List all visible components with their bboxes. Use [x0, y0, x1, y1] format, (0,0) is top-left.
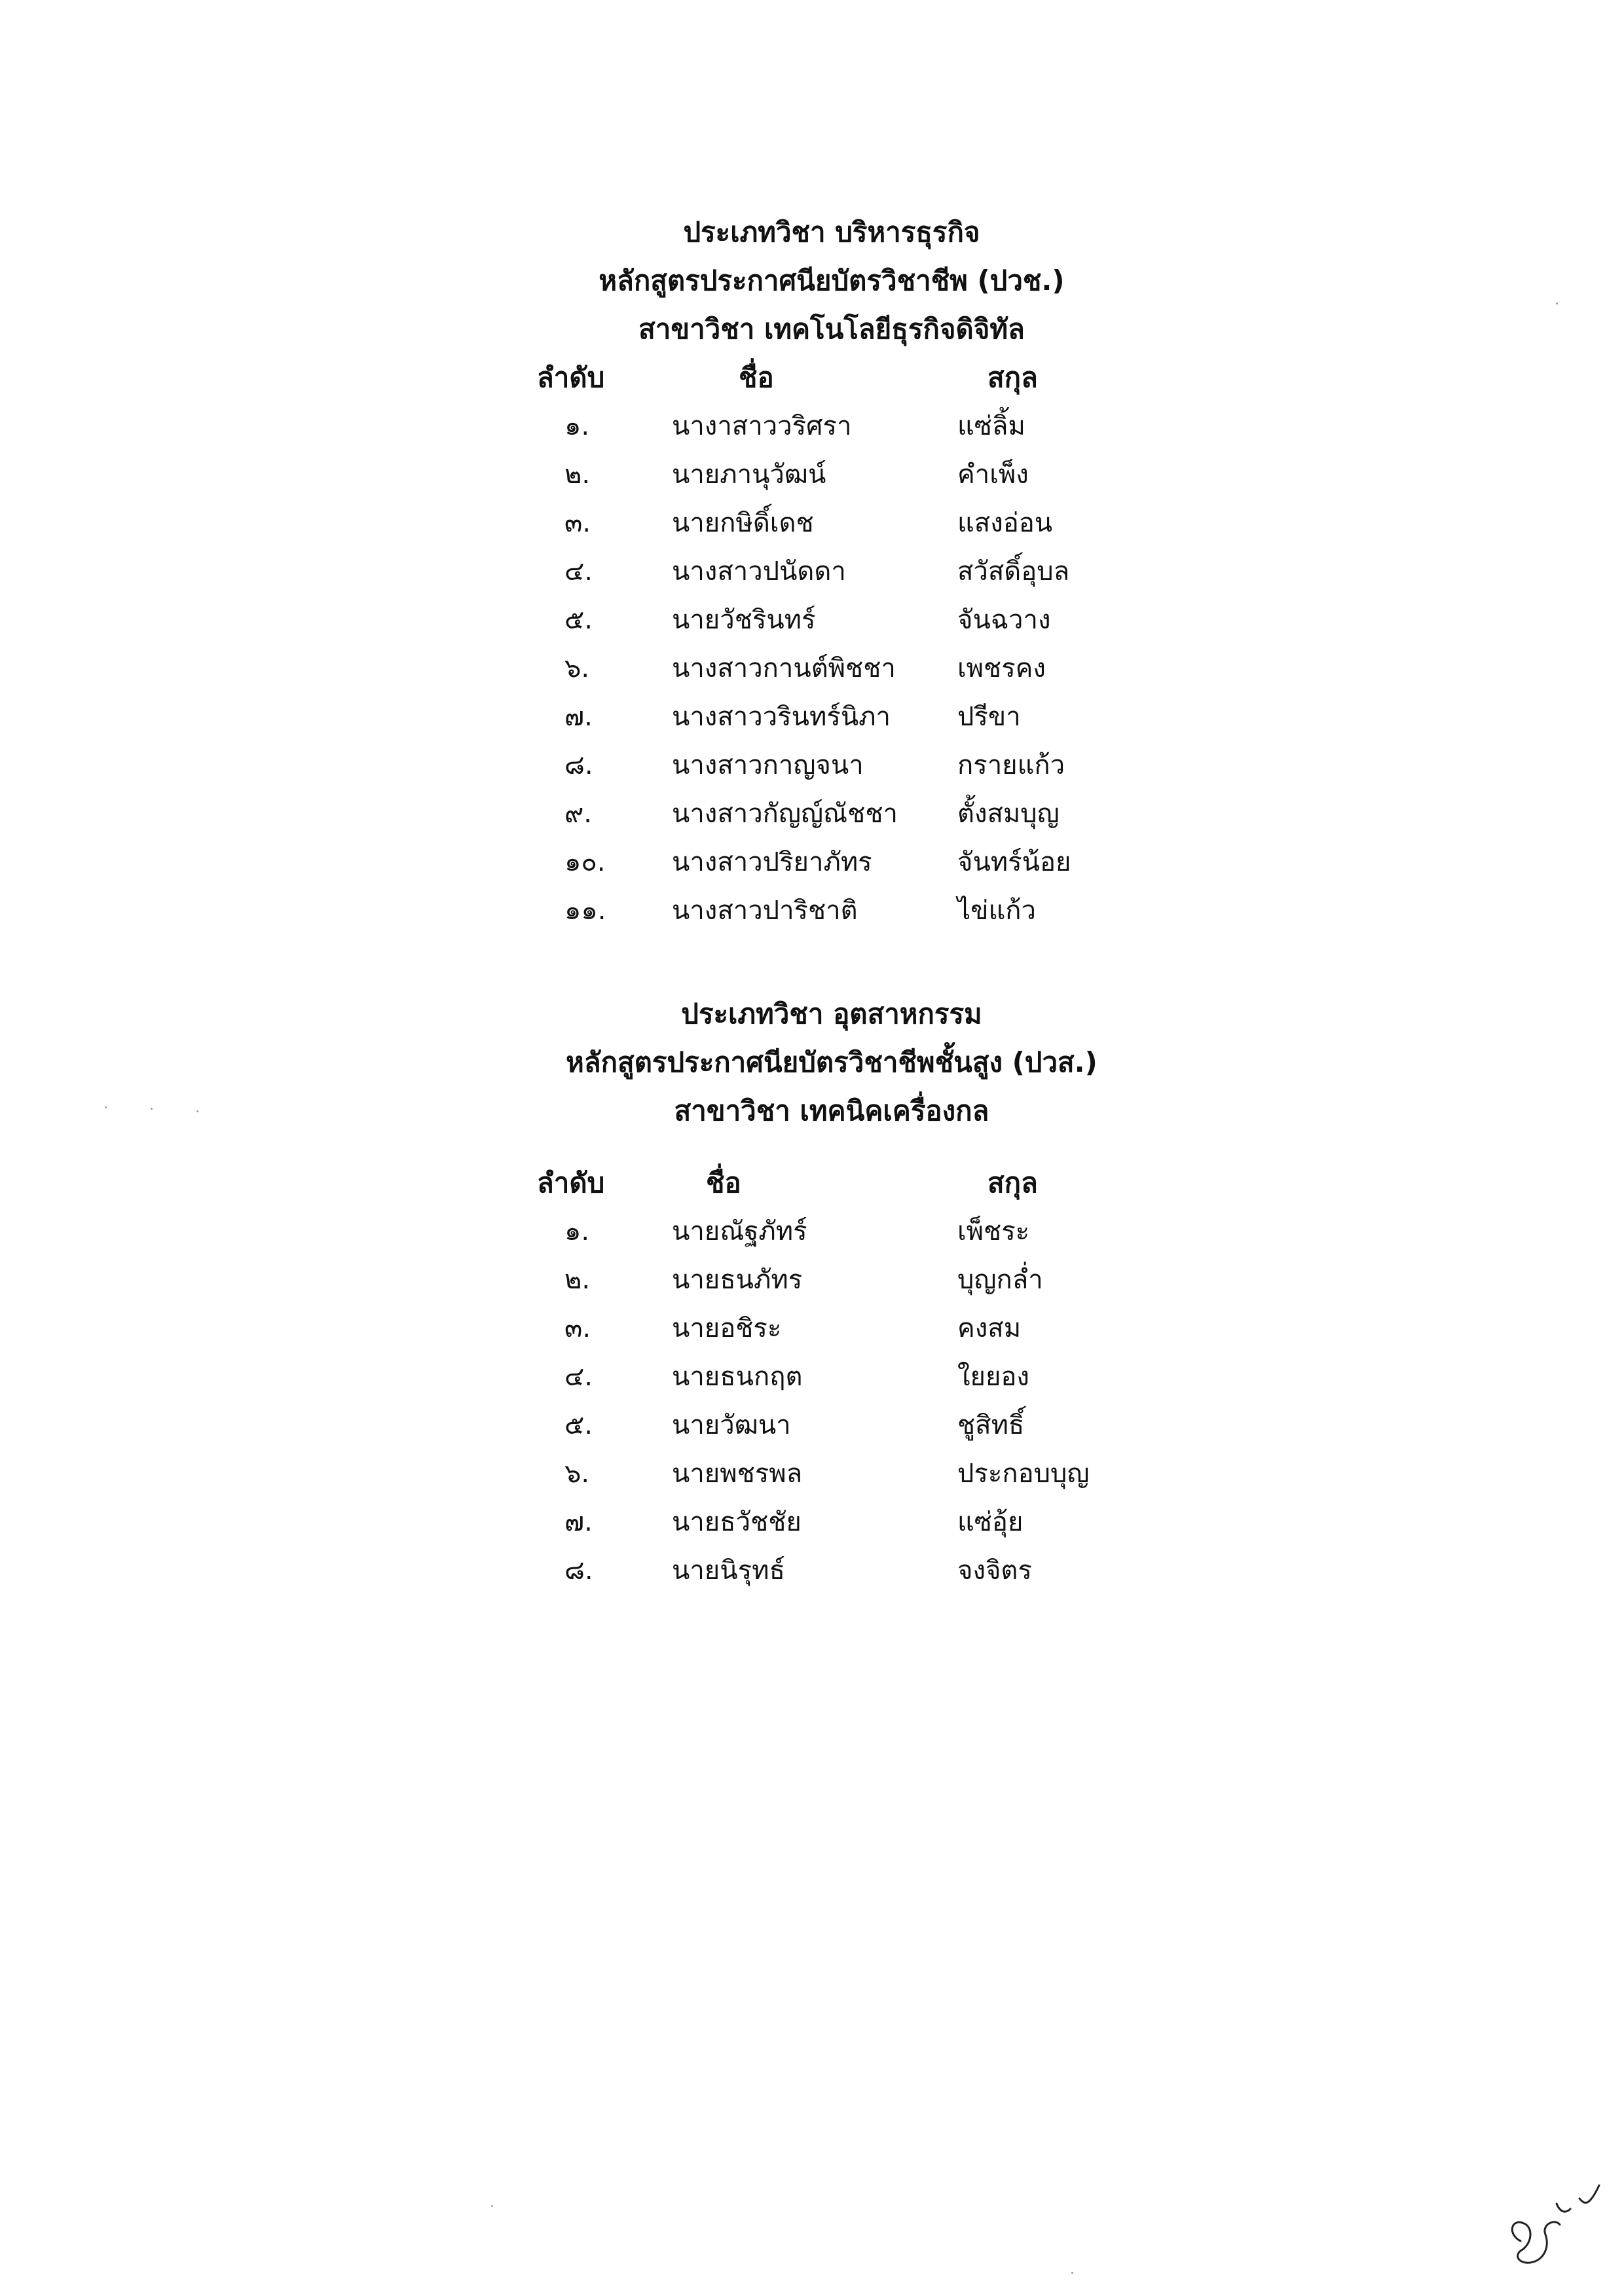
name-list: [0, 1207, 1624, 1595]
row-number: ๖.: [564, 1459, 590, 1489]
scan-speck: [1071, 2272, 1073, 2274]
list-row: [0, 547, 1624, 596]
row-surname: แซ่ลิ้ม: [957, 411, 1025, 441]
table-header: [0, 1159, 1624, 1207]
section-heading-curriculum: หลักสูตรประกาศนียบัตรวิชาชีพ (ปวช.): [599, 264, 1065, 297]
row-surname: ปรีขา: [957, 702, 1021, 732]
row-surname: ประกอบบุญ: [957, 1459, 1090, 1489]
list-row: [0, 741, 1624, 790]
row-number: ๘.: [564, 750, 593, 780]
row-name: นางสาววรินทร์นิภา: [672, 702, 891, 732]
row-surname: บุญกล่ำ: [957, 1265, 1043, 1295]
row-number: ๒.: [564, 460, 591, 490]
list-row: [0, 1256, 1624, 1304]
name-list: [0, 402, 1624, 935]
row-name: นางสาวกานต์พิชชา: [672, 653, 896, 683]
row-name: นายอชิระ: [672, 1313, 782, 1343]
list-row: [0, 1498, 1624, 1546]
row-surname: จงจิตร: [957, 1556, 1032, 1586]
row-number: ๓.: [564, 1313, 591, 1343]
handwritten-signature: [1494, 2172, 1612, 2270]
list-row: [0, 499, 1624, 547]
section-heading-type: ประเภทวิชา บริหารธุรกิจ: [683, 216, 980, 248]
row-surname: แซ่อุ้ย: [957, 1507, 1024, 1537]
row-name: นางสาวกาญจนา: [672, 750, 864, 780]
list-row: [0, 1207, 1624, 1256]
row-surname: คงสม: [957, 1313, 1022, 1343]
row-number: ๑๐.: [564, 847, 606, 877]
row-name: นางสาวปาริชาติ: [672, 896, 858, 926]
list-row: [0, 644, 1624, 693]
list-row: [0, 886, 1624, 935]
column-header-name: ชื่อ: [739, 361, 774, 393]
list-row: [0, 1353, 1624, 1401]
row-number: ๗.: [564, 1507, 593, 1537]
list-row: [0, 596, 1624, 644]
row-number: ๔.: [564, 556, 593, 587]
row-name: นายธวัชชัย: [672, 1507, 802, 1537]
row-surname: ชูสิทธิ์: [957, 1410, 1025, 1440]
table-header: [0, 354, 1624, 402]
row-name: นายพชรพล: [672, 1459, 803, 1489]
row-surname: จันทร์น้อย: [957, 847, 1071, 877]
section-industry: [0, 990, 1624, 1595]
column-header-no: ลำดับ: [537, 1167, 605, 1199]
row-number: ๔.: [564, 1362, 593, 1392]
row-surname: เพชรคง: [957, 653, 1046, 683]
list-row: [0, 1449, 1624, 1498]
list-row: [0, 402, 1624, 450]
row-number: ๓.: [564, 508, 591, 538]
row-surname: ไข่แก้ว: [957, 896, 1036, 926]
column-header-name: ชื่อ: [706, 1167, 741, 1199]
row-surname: เพ็ชระ: [957, 1216, 1030, 1247]
row-number: ๘.: [564, 1556, 593, 1586]
row-number: ๒.: [564, 1265, 591, 1295]
row-name: นายธนภัทร: [672, 1265, 803, 1295]
column-header-surname: สกุล: [987, 361, 1038, 393]
column-header-surname: สกุล: [987, 1167, 1038, 1199]
row-number: ๖.: [564, 653, 590, 683]
scan-speck: [491, 2205, 493, 2207]
column-header-no: ลำดับ: [537, 361, 605, 393]
row-surname: คำเพ็ง: [957, 460, 1029, 490]
row-name: นางสาวกัญญ์ณัชชา: [672, 799, 898, 829]
scan-speck: [196, 1110, 198, 1112]
list-row: [0, 1304, 1624, 1353]
row-name: นายภานุวัฒน์: [672, 460, 826, 490]
row-surname: ใยยอง: [957, 1362, 1029, 1392]
row-surname: กรายแก้ว: [957, 750, 1065, 780]
scan-speck: [1556, 302, 1558, 304]
row-number: ๕.: [564, 605, 593, 635]
section-business: [0, 208, 1624, 935]
list-row: [0, 1546, 1624, 1595]
section-heading-major: สาขาวิชา เทคโนโลยีธุรกิจดิจิทัล: [638, 313, 1025, 345]
row-number: ๑.: [564, 1216, 590, 1247]
list-row: [0, 838, 1624, 886]
row-surname: ตั้งสมบุญ: [957, 799, 1060, 829]
row-number: ๑.: [564, 411, 590, 441]
row-name: นายนิรุทธ์: [672, 1556, 785, 1586]
row-name: นายธนกฤต: [672, 1362, 803, 1392]
row-name: นางสาวปนัดดา: [672, 556, 846, 587]
row-number: ๑๑.: [564, 896, 606, 926]
row-name: นายกษิดิ์เดช: [672, 508, 814, 538]
list-row: [0, 693, 1624, 741]
row-surname: จันฉวาง: [957, 605, 1051, 635]
row-number: ๗.: [564, 702, 593, 732]
row-number: ๕.: [564, 1410, 593, 1440]
section-heading-major: สาขาวิชา เทคนิคเครื่องกล: [674, 1095, 989, 1127]
list-row: [0, 790, 1624, 838]
list-row: [0, 1401, 1624, 1449]
section-heading-type: ประเภทวิชา อุตสาหกรรม: [681, 998, 982, 1030]
row-name: นายณัฐภัทร์: [672, 1216, 807, 1247]
row-name: นายวัชรินทร์: [672, 605, 816, 635]
row-number: ๙.: [564, 799, 593, 829]
scan-speck: [151, 1108, 153, 1110]
row-name: นางาสาววริศรา: [672, 411, 852, 441]
section-heading-curriculum: หลักสูตรประกาศนียบัตรวิชาชีพชั้นสูง (ปวส.): [566, 1046, 1098, 1078]
scan-speck: [105, 1106, 107, 1108]
row-surname: แสงอ่อน: [957, 508, 1053, 538]
row-name: นางสาวปริยาภัทร: [672, 847, 872, 877]
row-surname: สวัสดิ์อุบล: [957, 556, 1070, 587]
list-row: [0, 450, 1624, 499]
row-name: นายวัฒนา: [672, 1410, 791, 1440]
